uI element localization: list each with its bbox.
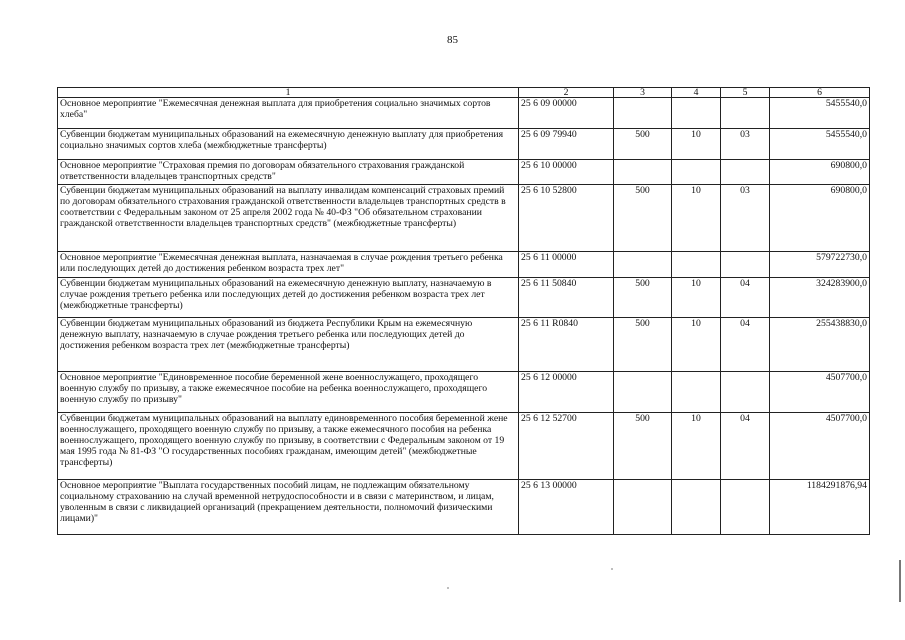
row-col-5: 03 xyxy=(721,129,770,160)
table-header-row xyxy=(58,88,870,98)
row-description: Основное мероприятие "Страховая премия по договорам обязательного страхования гражданской ответственности владельцев транспортных средств" xyxy=(58,160,519,185)
header-col-6: 6 xyxy=(770,88,870,98)
row-amount: 255438830,0 xyxy=(770,318,870,372)
row-col-4 xyxy=(672,252,721,278)
table-row xyxy=(58,160,870,185)
row-col-4 xyxy=(672,480,721,535)
row-col-4: 10 xyxy=(672,129,721,160)
row-col-3 xyxy=(614,480,672,535)
row-col-5: 04 xyxy=(721,413,770,480)
row-description: Основное мероприятие "Ежемесячная денежная выплата для приобретения социально значимых сортов хлеба" xyxy=(58,98,519,129)
table-row xyxy=(58,480,870,535)
scan-speck xyxy=(611,568,613,570)
table-row xyxy=(58,318,870,372)
header-col-1: 1 xyxy=(58,88,519,98)
row-description: Субвенции бюджетам муниципальных образований из бюджета Республики Крым на ежемесячную денежную выплату, назначаемую в случае рождения третьего ребенка или последующих детей до достижения ребенком возраста трех лет (межбюджетные трансферты) xyxy=(58,318,519,372)
table-row xyxy=(58,413,870,480)
row-description: Субвенции бюджетам муниципальных образований на выплату единовременного пособия беременной жене военнослужащего, проходящего военную службу по призыву, а также ежемесячного пособия на ребенка военнослужащего, проходящего военную службу по призыву, в соответствии с Федеральным законом от 19 мая 1995 года № 81-ФЗ "О государственных пособиях гражданам, имеющим детей" (межбюджетные трансферты) xyxy=(58,413,519,480)
row-col-5: 04 xyxy=(721,318,770,372)
row-amount: 5455540,0 xyxy=(770,98,870,129)
row-code: 25 6 11 00000 xyxy=(519,252,614,278)
row-description: Основное мероприятие "Ежемесячная денежная выплата, назначаемая в случае рождения третьего ребенка или последующих детей до достижения ребенком возраста трех лет" xyxy=(58,252,519,278)
header-col-3: 3 xyxy=(614,88,672,98)
header-col-2: 2 xyxy=(519,88,614,98)
row-code: 25 6 12 52700 xyxy=(519,413,614,480)
row-col-3: 500 xyxy=(614,413,672,480)
row-code: 25 6 10 00000 xyxy=(519,160,614,185)
row-code: 25 6 13 00000 xyxy=(519,480,614,535)
header-col-5: 5 xyxy=(721,88,770,98)
row-code: 25 6 10 52800 xyxy=(519,185,614,252)
row-col-5: 03 xyxy=(721,185,770,252)
row-col-4: 10 xyxy=(672,318,721,372)
row-code: 25 6 12 00000 xyxy=(519,372,614,413)
row-col-4: 10 xyxy=(672,278,721,318)
budget-table xyxy=(57,87,870,535)
row-code: 25 6 11 R0840 xyxy=(519,318,614,372)
row-description: Основное мероприятие "Выплата государственных пособий лицам, не подлежащим обязательному социальному страхованию на случай временной нетрудоспособности и в связи с материнством, и лицам, уволенным в связи с ликвидацией организаций (прекращением деятельности, полномочий физическими лицами)" xyxy=(58,480,519,535)
row-code: 25 6 11 50840 xyxy=(519,278,614,318)
row-code: 25 6 09 79940 xyxy=(519,129,614,160)
row-amount: 4507700,0 xyxy=(770,372,870,413)
row-col-3: 500 xyxy=(614,278,672,318)
row-col-3 xyxy=(614,98,672,129)
row-col-4 xyxy=(672,98,721,129)
row-amount: 4507700,0 xyxy=(770,413,870,480)
row-col-5 xyxy=(721,160,770,185)
table-row xyxy=(58,278,870,318)
row-col-4 xyxy=(672,372,721,413)
row-amount: 579722730,0 xyxy=(770,252,870,278)
row-col-3 xyxy=(614,160,672,185)
table-row xyxy=(58,252,870,278)
row-col-3: 500 xyxy=(614,129,672,160)
row-description: Субвенции бюджетам муниципальных образований на ежемесячную денежную выплату, назначаемую в случае рождения третьего ребенка или последующих детей до достижения ребенком возраста трех лет (межбюджетные трансферты) xyxy=(58,278,519,318)
row-col-3 xyxy=(614,252,672,278)
row-amount: 324283900,0 xyxy=(770,278,870,318)
row-amount: 690800,0 xyxy=(770,185,870,252)
row-col-4: 10 xyxy=(672,185,721,252)
page-number: 85 xyxy=(447,34,458,46)
row-amount: 1184291876,94 xyxy=(770,480,870,535)
table-row xyxy=(58,129,870,160)
row-amount: 5455540,0 xyxy=(770,129,870,160)
row-col-3 xyxy=(614,372,672,413)
scan-speck xyxy=(447,587,449,589)
row-col-3: 500 xyxy=(614,185,672,252)
row-col-5: 04 xyxy=(721,278,770,318)
table-row xyxy=(58,98,870,129)
row-col-4 xyxy=(672,160,721,185)
scan-edge-mark xyxy=(899,560,901,602)
row-col-3: 500 xyxy=(614,318,672,372)
row-col-5 xyxy=(721,372,770,413)
table-row xyxy=(58,372,870,413)
row-col-5 xyxy=(721,480,770,535)
row-col-5 xyxy=(721,98,770,129)
row-description: Субвенции бюджетам муниципальных образований на выплату инвалидам компенсаций страховых премий по договорам обязательного страхования гражданской ответственности владельцев транспортных средств в соответствии с Федеральным законом от 25 апреля 2002 года № 40-ФЗ "Об обязательном страховании гражданской ответственности владельцев транспортных средств" (межбюджетные трансферты) xyxy=(58,185,519,252)
row-code: 25 6 09 00000 xyxy=(519,98,614,129)
table-row xyxy=(58,185,870,252)
row-description: Основное мероприятие "Единовременное пособие беременной жене военнослужащего, проходящего военную службу по призыву, а также ежемесячное пособие на ребенка военнослужащего, проходящего военную службу по призыву" xyxy=(58,372,519,413)
row-amount: 690800,0 xyxy=(770,160,870,185)
row-col-5 xyxy=(721,252,770,278)
header-col-4: 4 xyxy=(672,88,721,98)
row-description: Субвенции бюджетам муниципальных образований на ежемесячную денежную выплату для приобретения социально значимых сортов хлеба (межбюджетные трансферты) xyxy=(58,129,519,160)
row-col-4: 10 xyxy=(672,413,721,480)
